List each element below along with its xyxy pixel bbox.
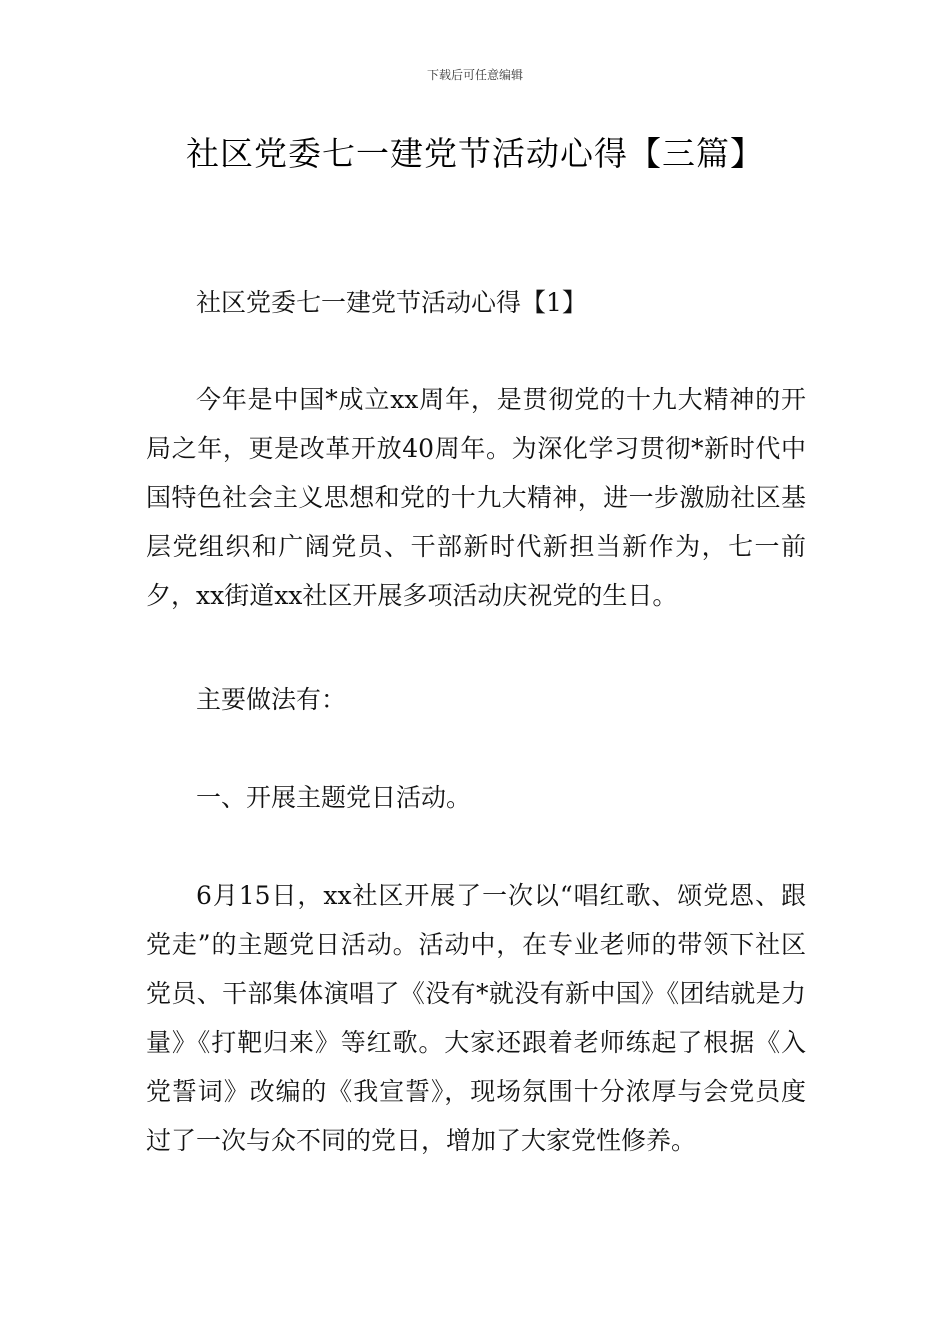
- paragraph-intro: 今年是中国*成立xx周年，是贯彻党的十九大精神的开局之年，更是改革开放40周年。为深化学习贯彻*新时代中国特色社会主义思想和党的十九大精神，进一步激励社区基层党组织和广阔党员、干部新时代新担当新作为，七一前夕，xx街道xx社区开展多项活动庆祝党的生日。: [146, 385, 806, 610]
- paragraph-activity-detail: 6月15日，xx社区开展了一次以“唱红歌、颂党恩、跟党走”的主题党日活动。活动中，在专业老师的带领下社区党员、干部集体演唱了《没有*就没有新中国》《团结就是力量》《打靶归来》等红歌。大家还跟着老师练起了根据《入党誓词》改编的《我宣誓》，现场氛围十分浓厚与会党员度过了一次与众不同的党日，增加了大家党性修养。: [146, 881, 806, 1155]
- header-note: 下载后可任意编辑: [426, 68, 523, 82]
- document-title: 社区党委七一建党节活动心得【三篇】: [186, 134, 764, 173]
- paragraph-main-methods: 主要做法有：: [196, 685, 347, 714]
- section-subtitle: 社区党委七一建党节活动心得【1】: [196, 288, 587, 317]
- paragraph-section-heading: 一、开展主题党日活动。: [196, 783, 472, 812]
